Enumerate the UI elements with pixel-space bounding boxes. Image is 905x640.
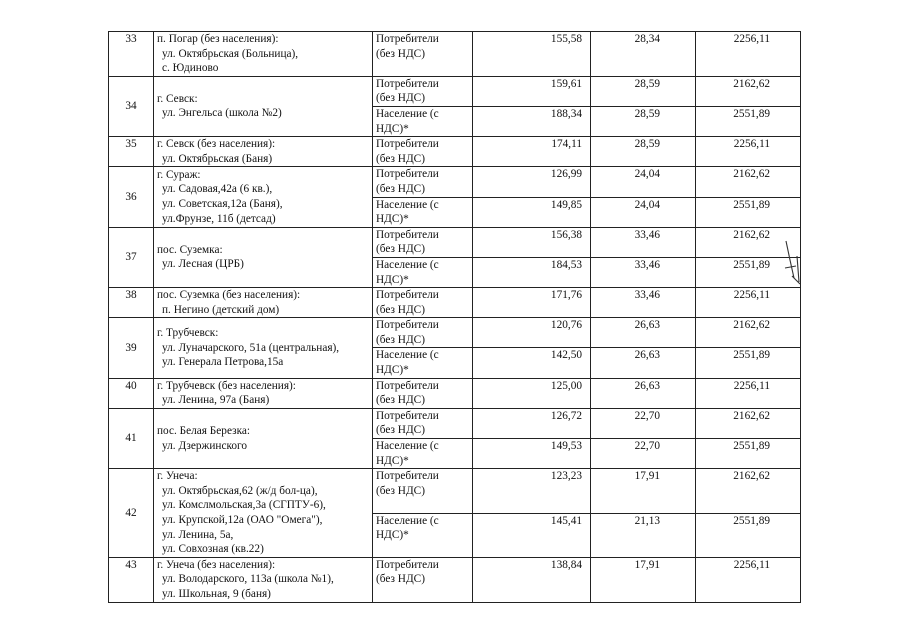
- address-line: ул. Володарского, 113а (школа №1),: [162, 573, 334, 586]
- address-line: ул. Энгельса (школа №2): [162, 107, 282, 120]
- address-line: г. Севск:: [157, 92, 198, 105]
- tariff-value-2-cell: [591, 197, 696, 227]
- address-line: г. Унеча (без населения):: [157, 558, 276, 571]
- address-line: ул. Школьная, 9 (баня): [162, 587, 271, 600]
- address-cell: [154, 32, 373, 77]
- address-line: г. Трубчевск (без населения):: [157, 379, 296, 392]
- row-number-cell: [109, 137, 154, 167]
- tariff-value-3: 2162,62: [733, 77, 770, 90]
- consumer-category-cell: [373, 348, 473, 378]
- table-row: [109, 408, 801, 438]
- consumer-category-line: Потребители: [376, 33, 439, 45]
- tariff-value-1-cell: [473, 557, 591, 602]
- address-cell: [154, 378, 373, 408]
- tariff-value-1: 174,11: [551, 138, 582, 151]
- tariff-value-1: 159,61: [550, 77, 582, 90]
- consumer-category-line: (без НДС): [376, 424, 425, 437]
- consumer-category-line: Потребители: [376, 319, 439, 332]
- consumer-category-line: (без НДС): [376, 92, 425, 105]
- consumer-category-cell: [373, 439, 473, 469]
- address-line: ул. Генерала Петрова,15а: [162, 356, 284, 369]
- consumer-category-line: Потребители: [376, 379, 439, 392]
- tariff-value-3: 2162,62: [733, 470, 770, 483]
- address-line: г. Трубчевск:: [157, 327, 219, 340]
- table-row: [109, 469, 801, 513]
- address-cell: [154, 408, 373, 468]
- row-number-cell: [109, 227, 154, 287]
- tariff-value-2-cell: [591, 167, 696, 197]
- consumer-category-cell: [373, 137, 473, 167]
- address-line: г. Унеча:: [157, 470, 198, 483]
- tariff-value-1: 149,85: [550, 198, 582, 211]
- address-line: ул. Лесная (ЦРБ): [162, 258, 244, 271]
- address-cell: [154, 469, 373, 558]
- tariff-value-1: 171,76: [550, 289, 582, 302]
- row-number-cell: [109, 288, 154, 318]
- tariff-value-3: 2256,11: [733, 558, 770, 571]
- table-row: [109, 32, 801, 77]
- consumer-category-line: (без НДС): [376, 182, 425, 195]
- tariff-value-1: 156,38: [550, 228, 582, 241]
- consumer-category-line: (без НДС): [376, 152, 425, 165]
- tariff-value-2-cell: [591, 318, 696, 348]
- tariff-value-2-cell: [591, 513, 696, 557]
- tariff-value-2: 28,59: [634, 77, 660, 90]
- consumer-category-line: (без НДС): [376, 484, 425, 497]
- tariff-value-2-cell: [591, 137, 696, 167]
- address-line: пос. Белая Березка:: [157, 424, 251, 437]
- tariff-value-3-cell: [696, 288, 801, 318]
- consumer-category-line: (без НДС): [376, 47, 425, 60]
- tariff-value-2-cell: [591, 557, 696, 602]
- consumer-category-line: Потребители: [376, 470, 439, 483]
- tariff-value-3: 2256,11: [733, 138, 770, 151]
- row-number-cell: [109, 318, 154, 378]
- tariff-value-1-cell: [473, 76, 591, 106]
- address-cell: [154, 137, 373, 167]
- tariff-table-page: [108, 31, 800, 603]
- tariff-value-1-cell: [473, 227, 591, 257]
- tariff-value-1-cell: [473, 513, 591, 557]
- tariff-value-1-cell: [473, 318, 591, 348]
- address-cell: [154, 288, 373, 318]
- row-number: 38: [125, 289, 137, 302]
- consumer-category-cell: [373, 557, 473, 602]
- tariff-value-2-cell: [591, 408, 696, 438]
- row-number: 41: [125, 432, 137, 445]
- consumer-category-line: (без НДС): [376, 243, 425, 256]
- consumer-category-cell: [373, 378, 473, 408]
- tariff-value-1-cell: [473, 288, 591, 318]
- tariff-value-3: 2551,89: [733, 440, 770, 453]
- table-row: [109, 318, 801, 348]
- table-row: [109, 76, 801, 106]
- consumer-category-cell: [373, 257, 473, 287]
- consumer-category-cell: [373, 32, 473, 77]
- table-row: [109, 227, 801, 257]
- consumer-category-line: Потребители: [376, 138, 439, 151]
- consumer-category-cell: [373, 197, 473, 227]
- consumer-category-cell: [373, 288, 473, 318]
- tariff-value-3-cell: [696, 137, 801, 167]
- address-cell: [154, 167, 373, 227]
- tariff-value-2: 28,59: [634, 138, 660, 151]
- consumer-category-line: (без НДС): [376, 394, 425, 407]
- tariff-value-1-cell: [473, 257, 591, 287]
- tariff-value-3: 2162,62: [733, 409, 770, 422]
- tariff-value-3-cell: [696, 167, 801, 197]
- row-number: 42: [125, 506, 137, 519]
- tariff-value-3: 2551,89: [733, 514, 770, 527]
- tariff-value-3: 2551,89: [733, 258, 770, 271]
- tariff-value-1-cell: [473, 348, 591, 378]
- address-line: п. Негино (детский дом): [162, 303, 280, 316]
- handwritten-mark-icon: [782, 238, 804, 290]
- consumer-category-line: НДС)*: [376, 454, 409, 467]
- address-line: ул. Дзержинского: [162, 439, 248, 452]
- consumer-category-cell: [373, 227, 473, 257]
- table-row: [109, 167, 801, 197]
- tariff-value-1-cell: [473, 439, 591, 469]
- tariff-value-1: 138,84: [550, 558, 582, 571]
- tariff-table: [108, 31, 801, 603]
- consumer-category-cell: [373, 318, 473, 348]
- tariff-value-1-cell: [473, 378, 591, 408]
- tariff-value-1: 188,34: [550, 107, 582, 120]
- tariff-value-3-cell: [696, 439, 801, 469]
- consumer-category-cell: [373, 167, 473, 197]
- consumer-category-line: (без НДС): [376, 303, 425, 316]
- row-number-cell: [109, 76, 154, 136]
- address-line: ул. Совхозная (кв.22): [162, 543, 264, 556]
- tariff-value-3: 2162,62: [733, 228, 770, 241]
- consumer-category-line: Потребители: [376, 409, 439, 422]
- row-number-cell: [109, 32, 154, 77]
- consumer-category-cell: [373, 106, 473, 136]
- tariff-value-1: 155,58: [550, 33, 582, 45]
- tariff-value-2: 26,63: [634, 379, 660, 392]
- consumer-category-line: Население (с: [376, 258, 439, 271]
- row-number: 37: [125, 251, 137, 264]
- tariff-value-2: 28,59: [634, 107, 660, 120]
- tariff-value-1: 126,72: [550, 409, 582, 422]
- tariff-value-2: 21,13: [634, 514, 660, 527]
- table-row: [109, 378, 801, 408]
- address-line: ул. Советская,12а (Баня),: [162, 198, 283, 211]
- address-cell: [154, 76, 373, 136]
- tariff-value-3-cell: [696, 469, 801, 513]
- tariff-value-3-cell: [696, 76, 801, 106]
- tariff-value-2: 33,46: [634, 228, 660, 241]
- consumer-category-line: Население (с: [376, 349, 439, 362]
- row-number-cell: [109, 167, 154, 227]
- tariff-value-2: 22,70: [634, 440, 660, 453]
- address-line: ул. Крупской,12а (ОАО "Омега"),: [162, 514, 323, 526]
- tariff-value-3: 2551,89: [733, 107, 770, 120]
- row-number: 35: [125, 138, 137, 151]
- address-line: г. Севск (без населения):: [157, 138, 276, 151]
- address-line: с. Юдиново: [162, 62, 219, 75]
- tariff-value-2-cell: [591, 257, 696, 287]
- tariff-value-3: 2256,11: [733, 379, 770, 392]
- row-number-cell: [109, 557, 154, 602]
- tariff-value-2: 28,34: [634, 33, 660, 45]
- tariff-value-3: 2256,11: [733, 289, 770, 302]
- tariff-value-3-cell: [696, 557, 801, 602]
- tariff-value-1: 145,41: [550, 514, 582, 527]
- tariff-value-1: 142,50: [550, 349, 582, 362]
- tariff-value-3-cell: [696, 197, 801, 227]
- address-line: ул. Октябрьская,62 (ж/д бол-ца),: [162, 484, 318, 497]
- consumer-category-line: НДС)*: [376, 213, 409, 226]
- consumer-category-cell: [373, 469, 473, 513]
- consumer-category-line: Население (с: [376, 198, 439, 211]
- tariff-value-2: 33,46: [634, 258, 660, 271]
- tariff-value-2: 17,91: [634, 558, 660, 571]
- tariff-value-1: 125,00: [550, 379, 582, 392]
- table-row: [109, 137, 801, 167]
- consumer-category-line: Потребители: [376, 558, 439, 571]
- tariff-value-2: 17,91: [634, 470, 660, 483]
- address-cell: [154, 557, 373, 602]
- tariff-value-3-cell: [696, 318, 801, 348]
- consumer-category-line: Потребители: [376, 168, 439, 181]
- tariff-value-3: 2256,11: [733, 33, 770, 45]
- tariff-value-1-cell: [473, 408, 591, 438]
- tariff-value-1-cell: [473, 137, 591, 167]
- consumer-category-line: Потребители: [376, 228, 439, 241]
- address-line: ул. Ленина, 97а (Баня): [162, 394, 270, 407]
- tariff-value-3: 2551,89: [733, 349, 770, 362]
- row-number: 33: [125, 33, 137, 45]
- tariff-value-2: 26,63: [634, 349, 660, 362]
- tariff-value-3: 2162,62: [733, 319, 770, 332]
- consumer-category-line: Потребители: [376, 77, 439, 90]
- tariff-value-2-cell: [591, 76, 696, 106]
- row-number: 39: [125, 341, 137, 354]
- consumer-category-line: НДС)*: [376, 529, 409, 542]
- tariff-value-1: 126,99: [550, 168, 582, 181]
- tariff-value-1-cell: [473, 469, 591, 513]
- address-line: ул. Луначарского, 51а (центральная),: [162, 341, 340, 354]
- row-number: 40: [125, 379, 137, 392]
- tariff-value-2-cell: [591, 106, 696, 136]
- tariff-value-3: 2551,89: [733, 198, 770, 211]
- tariff-value-1-cell: [473, 197, 591, 227]
- tariff-value-2-cell: [591, 227, 696, 257]
- tariff-value-2: 24,04: [634, 198, 660, 211]
- row-number: 36: [125, 190, 137, 203]
- consumer-category-line: (без НДС): [376, 573, 425, 586]
- table-row: [109, 557, 801, 602]
- consumer-category-cell: [373, 76, 473, 106]
- tariff-value-3-cell: [696, 106, 801, 136]
- consumer-category-line: НДС)*: [376, 364, 409, 377]
- address-cell: [154, 227, 373, 287]
- address-line: ул. Комслмольская,3а (СГПТУ-6),: [162, 499, 326, 512]
- consumer-category-line: Население (с: [376, 514, 439, 527]
- consumer-category-cell: [373, 513, 473, 557]
- address-line: ул. Октябрьская (Больница),: [162, 47, 299, 60]
- tariff-value-3-cell: [696, 32, 801, 77]
- tariff-value-1-cell: [473, 167, 591, 197]
- tariff-value-2: 22,70: [634, 409, 660, 422]
- table-row: [109, 288, 801, 318]
- tariff-value-1: 123,23: [550, 470, 582, 483]
- tariff-value-1-cell: [473, 106, 591, 136]
- address-line: ул. Ленина, 5а,: [162, 528, 234, 541]
- row-number-cell: [109, 378, 154, 408]
- tariff-value-1: 120,76: [550, 319, 582, 332]
- row-number-cell: [109, 469, 154, 558]
- address-line: п. Погар (без населения):: [157, 33, 279, 45]
- tariff-value-2: 24,04: [634, 168, 660, 181]
- tariff-value-2-cell: [591, 378, 696, 408]
- tariff-value-3-cell: [696, 408, 801, 438]
- tariff-value-3-cell: [696, 348, 801, 378]
- consumer-category-line: НДС)*: [376, 122, 409, 135]
- tariff-value-2: 26,63: [634, 319, 660, 332]
- tariff-table-body: [109, 32, 801, 603]
- consumer-category-cell: [373, 408, 473, 438]
- tariff-value-1-cell: [473, 32, 591, 77]
- address-line: ул. Октябрьская (Баня): [162, 152, 273, 165]
- address-line: пос. Суземка (без населения):: [157, 289, 301, 302]
- row-number: 43: [125, 558, 137, 571]
- consumer-category-line: НДС)*: [376, 273, 409, 286]
- row-number: 34: [125, 100, 137, 113]
- address-line: ул.Фрунзе, 11б (детсад): [162, 212, 276, 225]
- consumer-category-line: Население (с: [376, 107, 439, 120]
- tariff-value-2-cell: [591, 288, 696, 318]
- tariff-value-2-cell: [591, 32, 696, 77]
- address-line: ул. Садовая,42а (6 кв.),: [162, 183, 273, 196]
- row-number-cell: [109, 408, 154, 468]
- consumer-category-line: Население (с: [376, 440, 439, 453]
- tariff-value-2-cell: [591, 348, 696, 378]
- consumer-category-line: Потребители: [376, 289, 439, 302]
- tariff-value-3: 2162,62: [733, 168, 770, 181]
- tariff-value-1: 149,53: [550, 440, 582, 453]
- address-cell: [154, 318, 373, 378]
- consumer-category-line: (без НДС): [376, 333, 425, 346]
- tariff-value-2-cell: [591, 439, 696, 469]
- address-line: пос. Суземка:: [157, 243, 223, 256]
- tariff-value-2: 33,46: [634, 289, 660, 302]
- tariff-value-3-cell: [696, 513, 801, 557]
- tariff-value-1: 184,53: [550, 258, 582, 271]
- address-line: г. Сураж:: [157, 168, 201, 181]
- tariff-value-2-cell: [591, 469, 696, 513]
- tariff-value-3-cell: [696, 378, 801, 408]
